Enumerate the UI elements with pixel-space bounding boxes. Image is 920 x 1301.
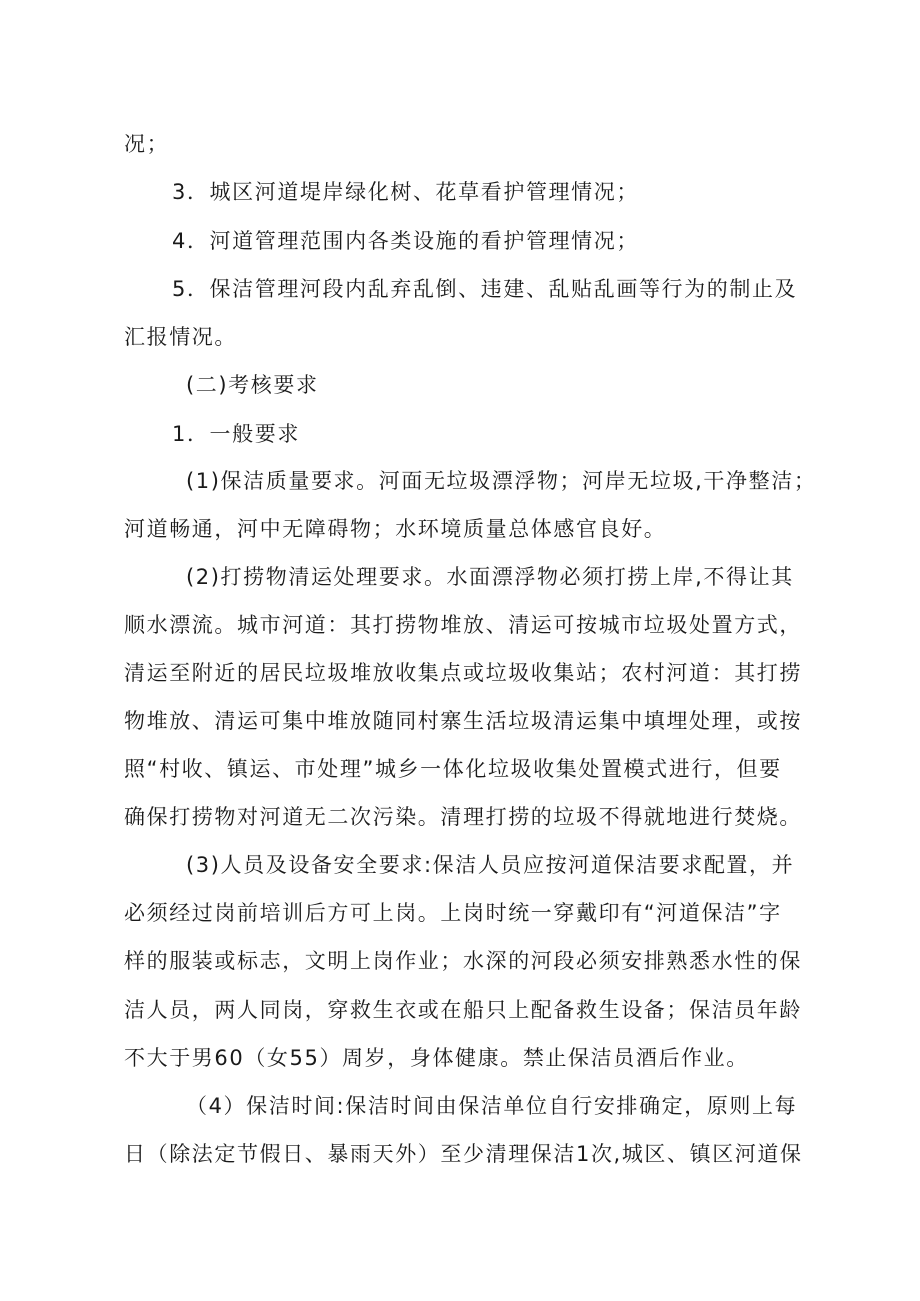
paragraph-3-line: 样的服装或标志，文明上岗作业；水深的河段必须安排熟悉水性的保 [124, 949, 802, 973]
paragraph-3-line: 不大于男60（女55）周岁，身体健康。禁止保洁员酒后作业。 [124, 1046, 749, 1070]
list-item-5: 5．保洁管理河段内乱弃乱倒、违建、乱贴乱画等行为的制止及 [172, 277, 798, 301]
paragraph-4-line: 日（除法定节假日、暴雨天外）至少清理保洁1次,城区、镇区河道保 [124, 1142, 803, 1166]
paragraph-2-line: 确保打捞物对河道无二次污染。清理打捞的垃圾不得就地进行焚烧。 [124, 805, 802, 829]
paragraph-2-line: 照“村收、镇运、市处理”城乡一体化垃圾收集处置模式进行，但要 [124, 757, 782, 781]
paragraph-1-line: (1)保洁质量要求。河面无垃圾漂浮物；河岸无垃圾,干净整洁； [186, 469, 817, 493]
paragraph-2-line: 清运至附近的居民垃圾堆放收集点或垃圾收集站；农村河道：其打捞 [124, 661, 802, 685]
paragraph-3-line: 必须经过岗前培训后方可上岗。上岗时统一穿戴印有“河道保洁”字 [124, 901, 782, 925]
list-item-3: 3．城区河道堤岸绿化树、花草看护管理情况； [172, 180, 639, 204]
subsection-heading: 1．一般要求 [172, 422, 300, 446]
paragraph-3-line: 洁人员，两人同岗，穿救生衣或在船只上配备救生设备；保洁员年龄 [124, 998, 802, 1022]
paragraph-4-line: （4）保洁时间:保洁时间由保洁单位自行安排确定，原则上每 [186, 1094, 798, 1118]
text-line: 汇报情况。 [124, 325, 237, 349]
text-line: 况； [124, 132, 170, 156]
paragraph-2-line: 物堆放、清运可集中堆放随同村寨生活垃圾清运集中填埋处理，或按 [124, 709, 802, 733]
paragraph-2-line: 顺水漂流。城市河道：其打捞物堆放、清运可按城市垃圾处置方式， [124, 613, 802, 637]
paragraph-3-line: (3)人员及设备安全要求:保洁人员应按河道保洁要求配置，并 [186, 853, 795, 877]
paragraph-2-line: (2)打捞物清运处理要求。水面漂浮物必须打捞上岸,不得让其 [186, 565, 794, 589]
section-heading: (二)考核要求 [186, 373, 319, 397]
list-item-4: 4．河道管理范围内各类设施的看护管理情况； [172, 229, 639, 253]
paragraph-1-line: 河道畅通，河中无障碍物；水环境质量总体感官良好。 [124, 517, 667, 541]
